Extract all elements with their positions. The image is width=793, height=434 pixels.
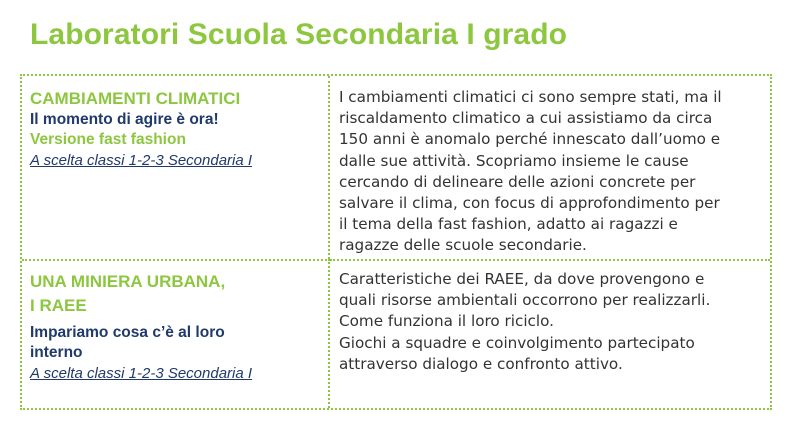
description-line: quali risorse ambientali occorrono per realizzarli. <box>339 291 711 310</box>
lab-classes-link-raee[interactable]: A scelta classi 1-2-3 Secondaria I <box>30 365 253 382</box>
lab-title-line: UNA MINIERA URBANA, <box>30 272 226 291</box>
page-title: Laboratori Scuola Secondaria I grado <box>30 18 568 51</box>
lab-version-climate: Versione fast fashion <box>30 131 186 148</box>
description-line: salvare il clima, con focus di approfondimento per <box>339 194 720 213</box>
description-line: dalle sue attività. Scopriamo insieme le cause <box>339 151 689 170</box>
lab-title-raee <box>30 270 328 318</box>
lab-title-line: I RAEE <box>30 296 87 315</box>
lab-info-cell-raee <box>22 259 330 408</box>
description-line: Caratteristiche dei RAEE, da dove provengono e <box>339 270 705 288</box>
labs-table <box>20 74 772 410</box>
lab-description-climate <box>330 76 770 259</box>
description-line: Giochi a squadre e coinvolgimento partecipato <box>339 333 695 352</box>
description-line: I cambiamenti climatici ci sono sempre stati, ma il <box>339 88 722 106</box>
description-line: riscaldamento climatico a cui assistiamo da circa <box>339 109 713 128</box>
description-line: ragazze delle scuole secondarie. <box>339 236 587 255</box>
lab-subtitle-raee <box>30 323 328 363</box>
description-line: il tema della fast fashion, adatto ai ragazzi e <box>339 215 678 234</box>
lab-description-raee <box>330 259 770 408</box>
lab-classes-link-climate[interactable]: A scelta classi 1-2-3 Secondaria I <box>30 152 253 169</box>
lab-subtitle-line: Impariamo cosa c’è al loro <box>30 324 225 341</box>
lab-info-cell-climate <box>22 76 330 259</box>
description-line: Come funziona il loro riciclo. <box>339 312 554 331</box>
lab-subtitle-climate: Il momento di agire è ora! <box>30 111 219 128</box>
lab-subtitle-line: interno <box>30 344 83 361</box>
lab-title-climate: CAMBIAMENTI CLIMATICI <box>30 89 241 108</box>
description-line: 150 anni è anomalo perché innescato dall’uomo e <box>339 130 721 149</box>
description-line: cercando di delineare delle azioni concrete per <box>339 172 696 191</box>
description-line: attraverso dialogo e confronto attivo. <box>339 354 623 373</box>
